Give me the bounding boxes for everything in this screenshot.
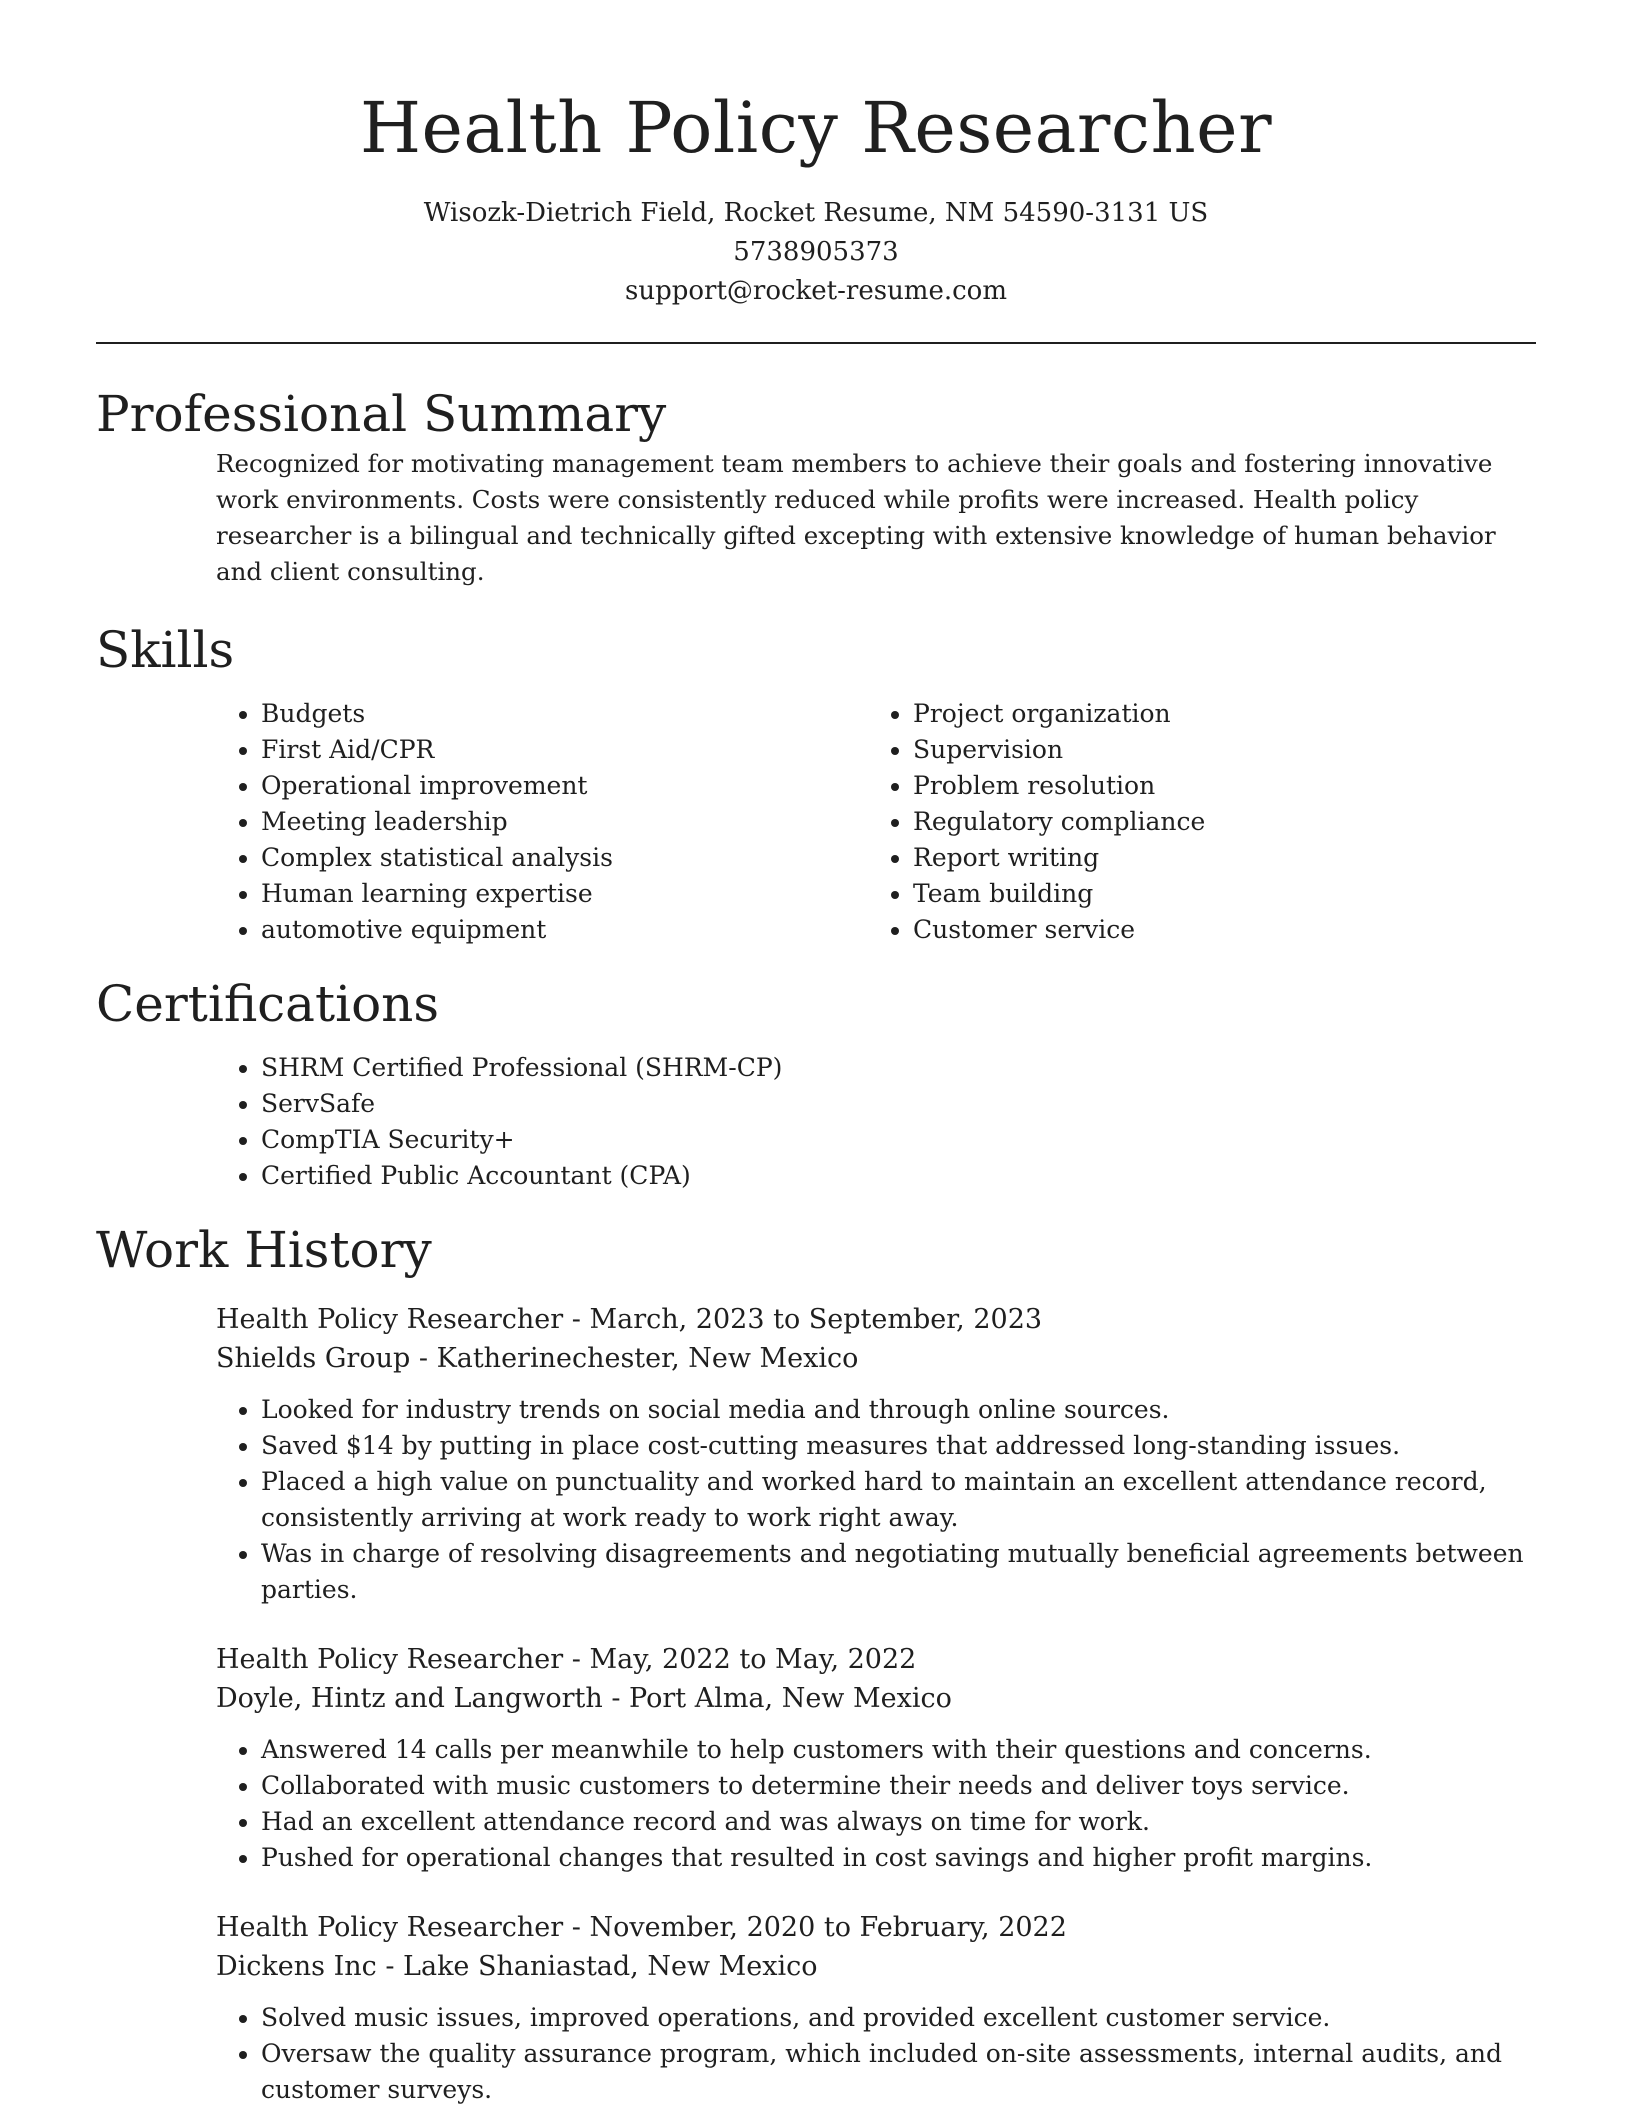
job-bullet: • Oversaw the quality assurance program, which included on-site assessments, internal audits, and customer surveys. bbox=[261, 2036, 1536, 2108]
job-entry bbox=[216, 1908, 1536, 2108]
candidate-name: Health Policy Researcher bbox=[359, 87, 1273, 169]
job-entry bbox=[216, 1300, 1536, 1608]
skill-item: • Customer service bbox=[913, 912, 1396, 948]
resume-header bbox=[0, 0, 1632, 311]
job-company: Dickens Inc bbox=[216, 1951, 377, 1982]
job-dates: March, 2023 to September, 2023 bbox=[589, 1304, 1043, 1335]
certification-item: • ServSafe bbox=[261, 1086, 1536, 1122]
job-title: Health Policy Researcher bbox=[216, 1304, 564, 1335]
job-title: Health Policy Researcher bbox=[216, 1912, 564, 1943]
summary-heading: Professional Summary bbox=[96, 385, 667, 443]
skill-item: • Operational improvement bbox=[261, 768, 746, 804]
job-bullet: • Had an excellent attendance record and was always on time for work. bbox=[261, 1804, 1536, 1840]
job-dates: November, 2020 to February, 2022 bbox=[589, 1912, 1067, 1943]
summary-section bbox=[96, 382, 1536, 590]
certifications-heading: Certifications bbox=[96, 975, 440, 1033]
certifications-section bbox=[96, 972, 1536, 1194]
job-title-line: Health Policy Researcher - May, 2022 to May, 2022 bbox=[216, 1644, 917, 1675]
certification-item: • SHRM Certified Professional (SHRM-CP) bbox=[261, 1050, 1536, 1086]
header-divider bbox=[96, 342, 1536, 344]
job-bullet: • Answered 14 calls per meanwhile to help customers with their questions and concerns. bbox=[261, 1732, 1536, 1768]
job-bullet: • Placed a high value on punctuality and worked hard to maintain an excellent attendance record, consistently arriving at work ready to work right away. bbox=[261, 1464, 1536, 1536]
resume-body bbox=[96, 382, 1536, 2108]
job-bullets bbox=[216, 1732, 1536, 1876]
skill-item: • Project organization bbox=[913, 696, 1396, 732]
skill-item: • Report writing bbox=[913, 840, 1396, 876]
work-history-heading: Work History bbox=[96, 1221, 432, 1279]
summary-text: Recognized for motivating management team members to achieve their goals and fostering innovative work environments. Costs were consistently reduced while profits were increased. Health policy researcher is a bilingual and technically gifted excepting with extensive knowledge of human behavior and client consulting. bbox=[216, 449, 1496, 586]
job-bullet: • Pushed for operational changes that resulted in cost savings and higher profit margins. bbox=[261, 1840, 1536, 1876]
job-entry bbox=[216, 1640, 1536, 1876]
job-title-line: Health Policy Researcher - March, 2023 to September, 2023 bbox=[216, 1304, 1043, 1335]
job-bullet: • Collaborated with music customers to determine their needs and deliver toys service. bbox=[261, 1768, 1536, 1804]
job-company-line: Dickens Inc - Lake Shaniastad, New Mexico bbox=[216, 1951, 818, 1982]
certification-item: • CompTIA Security+ bbox=[261, 1122, 1536, 1158]
skill-item: • Team building bbox=[913, 876, 1396, 912]
job-title: Health Policy Researcher bbox=[216, 1644, 564, 1675]
job-location: Port Alma, New Mexico bbox=[629, 1683, 952, 1714]
job-title-line: Health Policy Researcher - November, 2020 to February, 2022 bbox=[216, 1912, 1067, 1943]
certifications-list bbox=[96, 1050, 1536, 1194]
job-company-line: Doyle, Hintz and Langworth - Port Alma, New Mexico bbox=[216, 1683, 952, 1714]
job-location: Katherinechester, New Mexico bbox=[436, 1343, 859, 1374]
skill-item: • Complex statistical analysis bbox=[261, 840, 746, 876]
work-history-section bbox=[96, 1218, 1536, 2108]
skills-section bbox=[96, 618, 1536, 948]
contact-address: Wisozk-Dietrich Field, Rocket Resume, NM 54590-3131 US bbox=[423, 198, 1209, 228]
job-bullets bbox=[216, 1392, 1536, 1608]
job-bullet: • Saved $14 by putting in place cost-cutting measures that addressed long-standing issues. bbox=[261, 1428, 1536, 1464]
skill-item: • Meeting leadership bbox=[261, 804, 746, 840]
contact-phone: 5738905373 bbox=[733, 237, 899, 267]
skills-columns bbox=[96, 696, 1536, 948]
contact-email: support@rocket-resume.com bbox=[624, 276, 1007, 306]
skill-item: • Budgets bbox=[261, 696, 746, 732]
skill-item: • Problem resolution bbox=[913, 768, 1396, 804]
job-company: Shields Group bbox=[216, 1343, 411, 1374]
job-company: Doyle, Hintz and Langworth bbox=[216, 1683, 603, 1714]
job-bullet: • Solved music issues, improved operations, and provided excellent customer service. bbox=[261, 2000, 1536, 2036]
skill-item: • automotive equipment bbox=[261, 912, 746, 948]
skill-item: • Regulatory compliance bbox=[913, 804, 1396, 840]
certification-item: • Certified Public Accountant (CPA) bbox=[261, 1158, 1536, 1194]
job-bullet: • Was in charge of resolving disagreements and negotiating mutually beneficial agreements between parties. bbox=[261, 1536, 1536, 1608]
job-dates: May, 2022 to May, 2022 bbox=[589, 1644, 917, 1675]
skill-item: • Supervision bbox=[913, 732, 1396, 768]
job-company-line: Shields Group - Katherinechester, New Mexico bbox=[216, 1343, 859, 1374]
skills-list-right bbox=[746, 696, 1396, 948]
skill-item: • First Aid/CPR bbox=[261, 732, 746, 768]
job-bullets bbox=[216, 2000, 1536, 2108]
job-location: Lake Shaniastad, New Mexico bbox=[403, 1951, 818, 1982]
skills-list-left bbox=[96, 696, 746, 948]
contact-block bbox=[0, 194, 1632, 311]
skills-heading: Skills bbox=[96, 621, 235, 679]
job-bullet: • Looked for industry trends on social media and through online sources. bbox=[261, 1392, 1536, 1428]
skill-item: • Human learning expertise bbox=[261, 876, 746, 912]
